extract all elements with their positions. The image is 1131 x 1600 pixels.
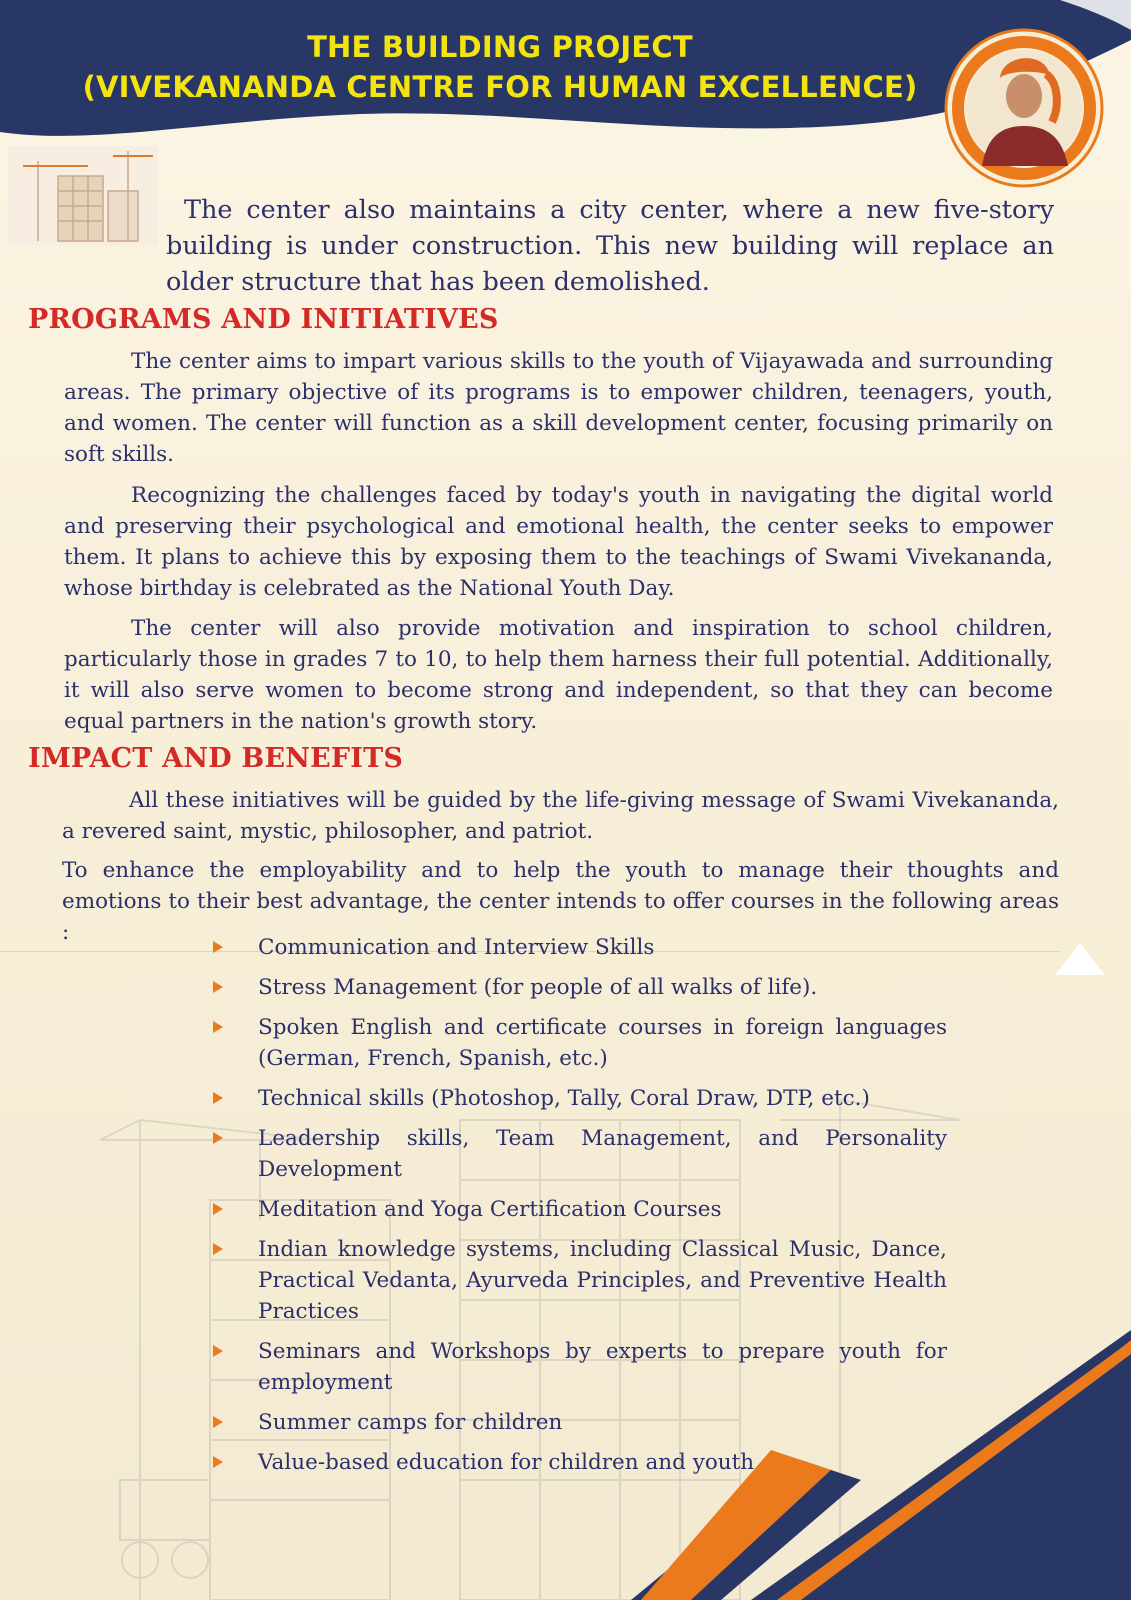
intro-paragraph: The center also maintains a city center, where a new five-story building is under construction. This new building will replace an older structure that has been demolished.: [166, 195, 1054, 297]
bullet-triangle-icon: [213, 1132, 223, 1144]
programs-paragraph-3: The center will also provide motivation and inspiration to school children, particularly those in grades 7 to 10, to help them harness their full potential. Additionally, it will also serve women to become strong and independent, so that they can become equal partners in the nation's growth story.: [64, 616, 1053, 734]
course-label: Stress Management (for people of all walks of life).: [258, 975, 818, 1000]
course-label: Leadership skills, Team Management, and Personality Development: [258, 1126, 947, 1182]
list-item: [210, 1194, 947, 1225]
programs-paragraph-2: Recognizing the challenges faced by today's youth in navigating the digital world and preserving their psychological and emotional health, the center seeks to empower them. It plans to achieve this by exposing them to the teachings of Swami Vivekananda, whose birthday is celebrated as the National Youth Day.: [64, 483, 1053, 601]
list-item: [210, 1336, 947, 1398]
list-item: [210, 1012, 947, 1074]
bullet-triangle-icon: [213, 1416, 223, 1428]
course-label: Indian knowledge systems, including Classical Music, Dance, Practical Vedanta, Ayurveda Principles, and Preventive Health Practices: [258, 1237, 947, 1324]
bullet-triangle-icon: [213, 1345, 223, 1357]
course-label: Technical skills (Photoshop, Tally, Coral Draw, DTP, etc.): [258, 1086, 870, 1111]
list-item: [210, 1447, 947, 1478]
list-item: [210, 972, 947, 1003]
list-item: [210, 1123, 947, 1185]
building-construction-image: [8, 146, 158, 246]
bullet-triangle-icon: [213, 1203, 223, 1215]
title-line-1: THE BUILDING PROJECT: [307, 30, 693, 64]
list-item: [210, 1083, 947, 1114]
courses-list: [210, 932, 947, 1487]
course-label: Meditation and Yoga Certification Courses: [258, 1197, 722, 1222]
list-item: [210, 1234, 947, 1327]
course-label: Value-based education for children and youth: [258, 1450, 755, 1475]
list-item: [210, 932, 947, 963]
bullet-triangle-icon: [213, 1456, 223, 1468]
portrait-image: [942, 26, 1106, 190]
impact-heading: IMPACT AND BENEFITS: [28, 743, 404, 774]
bullet-triangle-icon: [213, 941, 223, 953]
impact-paragraph-1: All these initiatives will be guided by the life-giving message of Swami Vivekananda, a revered saint, mystic, philosopher, and patriot.: [62, 788, 1059, 844]
course-label: Summer camps for children: [258, 1410, 563, 1435]
bullet-triangle-icon: [213, 1092, 223, 1104]
bullet-triangle-icon: [213, 1021, 223, 1033]
course-label: Spoken English and certificate courses in foreign languages (German, French, Spanish, etc.): [258, 1015, 947, 1071]
triangle-decoration: [1055, 943, 1105, 975]
bullet-triangle-icon: [213, 981, 223, 993]
impact-paragraph-2: To enhance the employability and to help the youth to manage their thoughts and emotions to their best advantage, the center intends to offer courses in the following areas :: [62, 858, 1059, 945]
list-item: [210, 1407, 947, 1438]
bullet-triangle-icon: [213, 1243, 223, 1255]
course-label: Communication and Interview Skills: [258, 935, 655, 960]
course-label: Seminars and Workshops by experts to prepare youth for employment: [258, 1339, 947, 1395]
title-line-2: (VIVEKANANDA CENTRE FOR HUMAN EXCELLENCE): [82, 70, 918, 104]
page-title: [0, 27, 1000, 107]
programs-heading: PROGRAMS AND INITIATIVES: [28, 304, 499, 335]
programs-paragraph-1: The center aims to impart various skills to the youth of Vijayawada and surrounding areas. The primary objective of its programs is to empower children, teenagers, youth, and women. The center will function as a skill development center, focusing primarily on soft skills.: [64, 349, 1053, 467]
